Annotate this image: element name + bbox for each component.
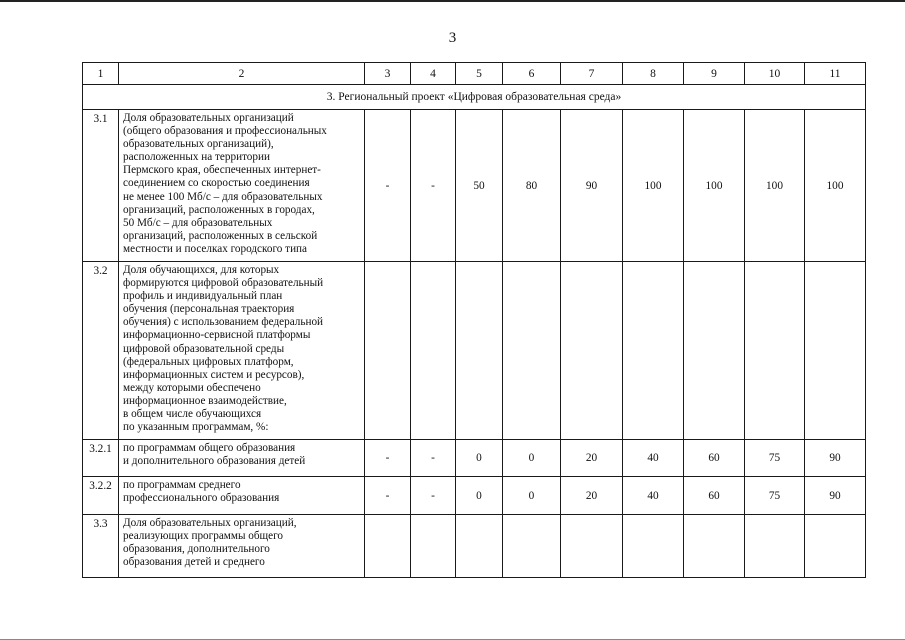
indicator-label: Доля образовательных организаций (общего образования и профессиональных образовательных организаций), расположенных на территории Пермского края, обеспеченных интернет- соединением со скоростью соединения не менее 100 Мб/с – для образовательных организаций, расположенных в городах, 50 Мб/с – для образовательных организаций, расположенных в сельской местности и поселках городского типа <box>119 110 365 262</box>
section-title: 3. Региональный проект «Цифровая образовательная среда» <box>83 85 866 110</box>
value-cell: 0 <box>456 477 503 515</box>
value-cell: 60 <box>684 440 745 477</box>
value-cell <box>456 262 503 440</box>
indicators-table <box>82 62 866 578</box>
value-cell: - <box>365 440 411 477</box>
value-cell <box>805 515 866 578</box>
column-header: 4 <box>411 63 456 85</box>
value-cell: 20 <box>561 440 623 477</box>
row-number: 3.2.1 <box>83 440 119 477</box>
column-header: 10 <box>745 63 805 85</box>
indicator-label: по программам среднего профессионального образования <box>119 477 365 515</box>
value-cell: 0 <box>503 440 561 477</box>
value-cell: - <box>365 110 411 262</box>
value-cell: 0 <box>456 440 503 477</box>
column-header: 6 <box>503 63 561 85</box>
value-cell <box>684 262 745 440</box>
value-cell: 75 <box>745 440 805 477</box>
value-cell: - <box>411 110 456 262</box>
value-cell <box>365 262 411 440</box>
value-cell <box>503 515 561 578</box>
value-cell: 50 <box>456 110 503 262</box>
table-row <box>83 262 866 440</box>
column-header: 1 <box>83 63 119 85</box>
indicator-label: Доля обучающихся, для которых формируются цифровой образовательный профиль и индивидуальный план обучения (персональная траектория обучения) с использованием федеральной информационно-сервисной платформы цифровой образовательной среды (федеральных цифровых платформ, информационных систем и ресурсов), между которыми обеспечено информационное взаимодействие, в общем числе обучающихся по указанным программам, %: <box>119 262 365 440</box>
page-number: 3 <box>448 30 457 46</box>
table-row <box>83 110 866 262</box>
section-row <box>83 85 866 110</box>
value-cell <box>623 262 684 440</box>
indicator-label: Доля образовательных организаций, реализующих программы общего образования, дополнительного образования детей и среднего <box>119 515 365 578</box>
value-cell: 60 <box>684 477 745 515</box>
indicator-label: по программам общего образования и дополнительного образования детей <box>119 440 365 477</box>
column-header: 7 <box>561 63 623 85</box>
value-cell <box>503 262 561 440</box>
value-cell: 80 <box>503 110 561 262</box>
value-cell <box>805 262 866 440</box>
row-number: 3.3 <box>83 515 119 578</box>
column-numbers-row <box>83 63 866 85</box>
value-cell <box>623 515 684 578</box>
row-number: 3.2 <box>83 262 119 440</box>
value-cell <box>561 515 623 578</box>
value-cell <box>365 515 411 578</box>
value-cell: 90 <box>805 477 866 515</box>
value-cell: 100 <box>623 110 684 262</box>
table-row <box>83 515 866 578</box>
value-cell <box>411 515 456 578</box>
value-cell <box>456 515 503 578</box>
value-cell: 20 <box>561 477 623 515</box>
column-header: 2 <box>119 63 365 85</box>
table-row <box>83 477 866 515</box>
value-cell: 90 <box>805 440 866 477</box>
column-header: 8 <box>623 63 684 85</box>
value-cell <box>745 262 805 440</box>
value-cell: 40 <box>623 477 684 515</box>
row-number: 3.1 <box>83 110 119 262</box>
table-row <box>83 440 866 477</box>
value-cell: - <box>411 477 456 515</box>
value-cell: 100 <box>745 110 805 262</box>
column-header: 9 <box>684 63 745 85</box>
value-cell: 0 <box>503 477 561 515</box>
value-cell <box>684 515 745 578</box>
value-cell: - <box>365 477 411 515</box>
column-header: 3 <box>365 63 411 85</box>
value-cell: - <box>411 440 456 477</box>
value-cell: 100 <box>805 110 866 262</box>
value-cell: 100 <box>684 110 745 262</box>
value-cell: 90 <box>561 110 623 262</box>
column-header: 5 <box>456 63 503 85</box>
top-edge-line <box>0 0 905 2</box>
value-cell <box>745 515 805 578</box>
value-cell <box>561 262 623 440</box>
column-header: 11 <box>805 63 866 85</box>
value-cell <box>411 262 456 440</box>
value-cell: 40 <box>623 440 684 477</box>
row-number: 3.2.2 <box>83 477 119 515</box>
value-cell: 75 <box>745 477 805 515</box>
